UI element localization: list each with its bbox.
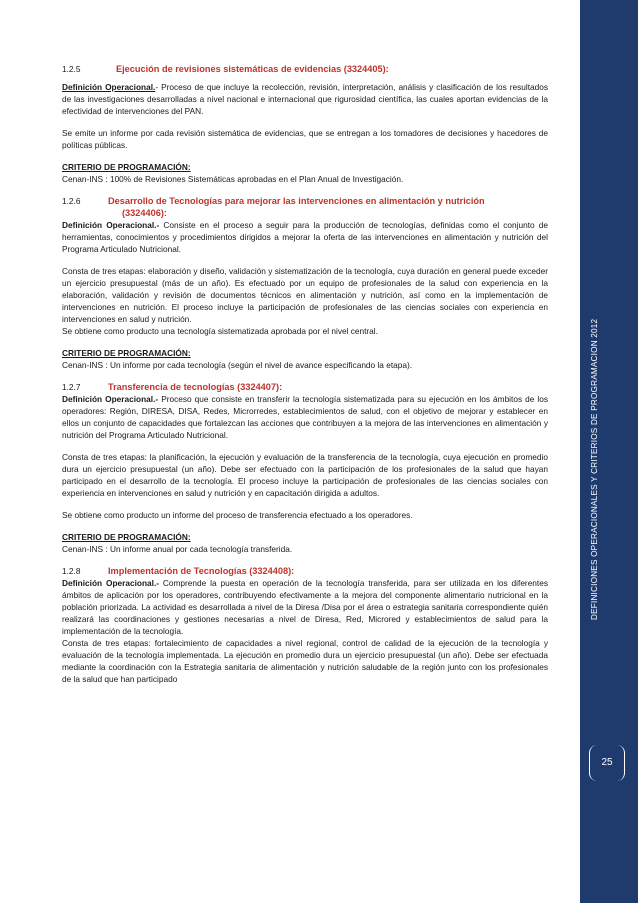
paragraph: Consta de tres etapas: la planificación, la ejecución y evaluación de la transferencia de la tecnología, cuya ejecución en promedio dura un ejercicio presupuestal (un año). Debe ser efectuado con la participación de los profesionales de la salud que hayan participado en el desarrollo de la tecnología. El proceso incluye la participación de profesionales de las ciencias sociales con experiencia en intervenciones en salud y nutrición y en capacitación dirigida a adultos. — [62, 452, 548, 498]
section-number: 1.2.7 — [62, 382, 81, 392]
section-heading-1-2-6 — [62, 195, 548, 207]
criterio-text: Cenan-INS : 100% de Revisiones Sistemáticas aprobadas en el Plan Anual de Investigación. — [62, 174, 404, 184]
section-title-continuation: (3324406): — [122, 208, 167, 218]
criterio-heading: CRITERIO DE PROGRAMACIÓN: — [62, 348, 191, 358]
definition-paragraph — [62, 81, 548, 117]
definition-text: Comprende la puesta en operación de la tecnología transferida, para ser utilizada en los diferentes ámbitos de aplicación por los operadores, contribuyendo efectivamente a la mejora del componente alimentario nutricional en la población priorizada. La actividad es desarrollada a nivel de la Diresa /Disa por el área o estrategia sanitaria correspondiente quién realizará las coordinaciones y gestiones necesarias a nivel de Diresa, Red, Microred y establecimientos de salud para la implementación de la tecnología. — [62, 578, 548, 636]
definition-paragraph — [62, 219, 548, 255]
section-title: Ejecución de revisiones sistemáticas de evidencias (3324405): — [116, 64, 389, 74]
section-number: 1.2.8 — [62, 566, 81, 576]
definition-text: - Proceso de que incluye la recolección, revisión, interpretación, análisis y clasificación de los resultados de las investigaciones desarrolladas a nivel nacional e internacional que rigurosidad científica, las cuales aportan evidencias de la efectividad de intervenciones del PAN. — [62, 82, 548, 116]
criterio-text: Cenan-INS : Un informe anual por cada tecnología transferida. — [62, 544, 293, 554]
running-header-vertical: DEFINICIONES OPERACIONALES Y CRITERIOS DE PROGRAMACION 2012 — [590, 318, 599, 620]
paragraph: Consta de tres etapas: elaboración y diseño, validación y sistematización de la tecnología, cuya duración en general puede exceder un ejercicio presupuestal (más de un año). Es efectuado por un equipo de profesionales de la salud con experiencia en la elaboración, validación y revisión de documentos técnicos en alimentación y nutrición, así como en la implementación de intervenciones en nutrición. El proceso incluye la participación de profesionales de las ciencias sociales con experiencia en intervenciones en salud y nutrición. — [62, 266, 548, 324]
page-number: 25 — [589, 745, 625, 781]
section-heading-1-2-5 — [62, 63, 548, 75]
document-body — [62, 63, 548, 685]
paragraph: Se obtiene como producto una tecnología sistematizada aprobada por el nivel central. — [62, 326, 378, 336]
definition-label: Definición Operacional. — [62, 82, 156, 92]
definition-paragraph — [62, 577, 548, 637]
section-number: 1.2.6 — [62, 196, 81, 206]
paragraph: Se emite un informe por cada revisión sistemática de evidencias, que se entregan a los tomadores de decisiones y hacedores de políticas públicas. — [62, 128, 548, 150]
paragraph: Se obtiene como producto un informe del proceso de transferencia efectuado a los operadores. — [62, 510, 413, 520]
section-title: Implementación de Tecnologías (3324408): — [108, 566, 295, 576]
criterio-heading: CRITERIO DE PROGRAMACIÓN: — [62, 162, 191, 172]
definition-label: Definición Operacional.- — [62, 220, 160, 230]
definition-label: Definición Operacional.- — [62, 394, 159, 404]
paragraph: Consta de tres etapas: fortalecimiento de capacidades a nivel regional, control de calidad de la ejecución de la tecnología y evaluación de la tecnología implementada. La ejecución en promedio dura un ejercicio presupuestal (un año). Debe ser efectuada mediante la coordinación con la Estrategia sanitaria de alimentación y nutrición saludable de la región junto con los profesionales de la salud que han participado — [62, 638, 548, 684]
definition-paragraph — [62, 393, 548, 441]
definition-text: Proceso que consiste en transferir la tecnología sistematizada para su ejecución en los ámbitos de los operadores: Región, DIRESA, DISA, Redes, Microrredes, establecimientos de salud, con el objetivo de mejorar y establecer en ellos un conjunto de capacidades que fortalezcan las acciones que contribuyen a la mejora de las intervenciones en alimentación y nutrición del Programa Articulado Nutricional. — [62, 394, 548, 440]
section-title: Transferencia de tecnologías (3324407): — [108, 382, 283, 392]
section-title: Desarrollo de Tecnologías para mejorar las intervenciones en alimentación y nutrición — [108, 196, 485, 206]
criterio-text: Cenan-INS : Un informe por cada tecnología (según el nivel de avance especificando la etapa). — [62, 360, 413, 370]
definition-label: Definición Operacional.- — [62, 578, 160, 588]
section-number: 1.2.5 — [62, 64, 81, 74]
section-heading-1-2-7 — [62, 381, 548, 393]
section-heading-1-2-8 — [62, 565, 548, 577]
criterio-heading: CRITERIO DE PROGRAMACIÓN: — [62, 532, 191, 542]
definition-text: Consiste en el proceso a seguir para la producción de tecnologías, definidas como el conjunto de herramientas, conocimientos y procedimientos dirigidos a mejorar la oferta de las intervenciones en alimentación y nutrición del Programa Articulado Nutricional. — [62, 220, 548, 254]
